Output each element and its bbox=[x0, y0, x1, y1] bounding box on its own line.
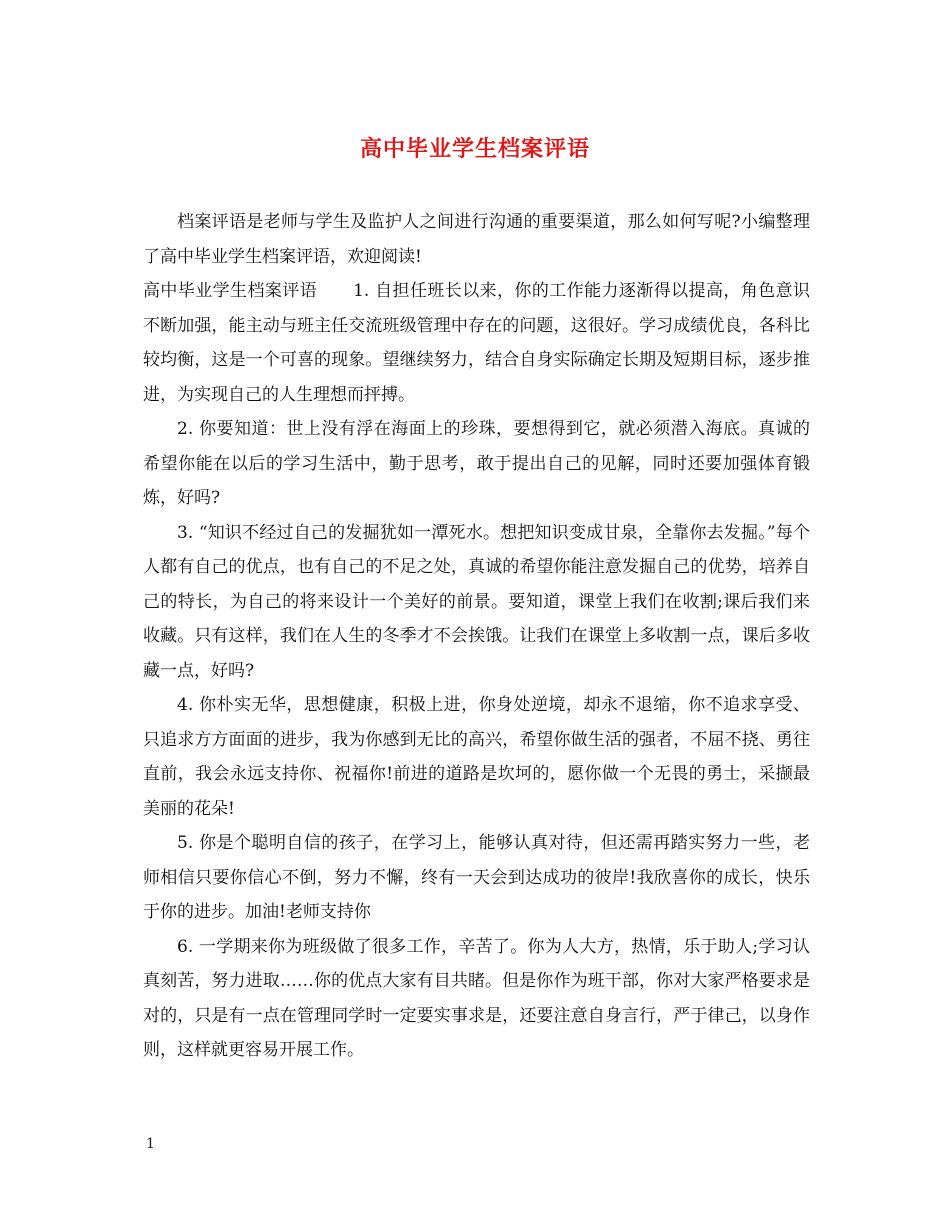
item-paragraph-5: 5. 你是个聪明自信的孩子，在学习上，能够认真对待，但还需再踏实努力一些，老师相信只要你信心不倒，努力不懈，终有一天会到达成功的彼岸!我欣喜你的成长，快乐于你的进步。加油!老师支持你 bbox=[143, 833, 810, 922]
item-text-1: 1. 自担任班长以来，你的工作能力逐渐得以提高，角色意识不断加强，能主动与班主任交流班级管理中存在的问题，这很好。学习成绩优良，各科比较均衡，这是一个可喜的现象。望继续努力，结合自身实际确定长期及短期目标，逐步推进，为实现自己的人生理想而抨搏。 bbox=[143, 281, 810, 405]
item-paragraph-1 bbox=[143, 274, 810, 412]
item-paragraph-6: 6. 一学期来你为班级做了很多工作，辛苦了。你为人大方，热情，乐于助人;学习认真刻苦，努力进取……你的优点大家有目共睹。但是你作为班干部，你对大家严格要求是对的，只是有一点在管理同学时一定要实事求是，还要注意自身言行，严于律己，以身作则，这样就更容易开展工作。 bbox=[143, 936, 810, 1060]
document-title: 高中毕业学生档案评语 bbox=[359, 136, 590, 162]
item-paragraph-2: 2. 你要知道：世上没有浮在海面上的珍珠，要想得到它，就必须潜入海底。真诚的希望你能在以后的学习生活中，勤于思考，敢于提出自己的见解，同时还要加强体育锻炼，好吗? bbox=[143, 419, 810, 508]
item-paragraph-4: 4. 你朴实无华，思想健康，积极上进，你身处逆境，却永不退缩，你不追求享受、只追求方方面面的进步，我为你感到无比的高兴，希望你做生活的强者，不屈不挠、勇往直前，我会永远支持你、祝福你!前进的道路是坎坷的，愿你做一个无畏的勇士，采撷最美丽的花朵! bbox=[143, 695, 810, 819]
document-body bbox=[143, 205, 810, 1068]
page-number: 1 bbox=[146, 1136, 155, 1152]
intro-paragraph: 档案评语是老师与学生及监护人之间进行沟通的重要渠道，那么如何写呢?小编整理了高中毕业学生档案评语，欢迎阅读! bbox=[143, 212, 810, 267]
item-paragraph-3: 3. “知识不经过自己的发掘犹如一潭死水。想把知识变成甘泉，全靠你去发掘。”每个人都有自己的优点，也有自己的不足之处，真诚的希望你能注意发掘自己的优势，培养自己的特长，为自己的将来设计一个美好的前景。要知道，课堂上我们在收割;课后我们来收藏。只有这样，我们在人生的冬季才不会挨饿。让我们在课堂上多收割一点，课后多收藏一点，好吗? bbox=[143, 522, 810, 681]
sub-heading: 高中毕业学生档案评语 bbox=[143, 281, 318, 301]
